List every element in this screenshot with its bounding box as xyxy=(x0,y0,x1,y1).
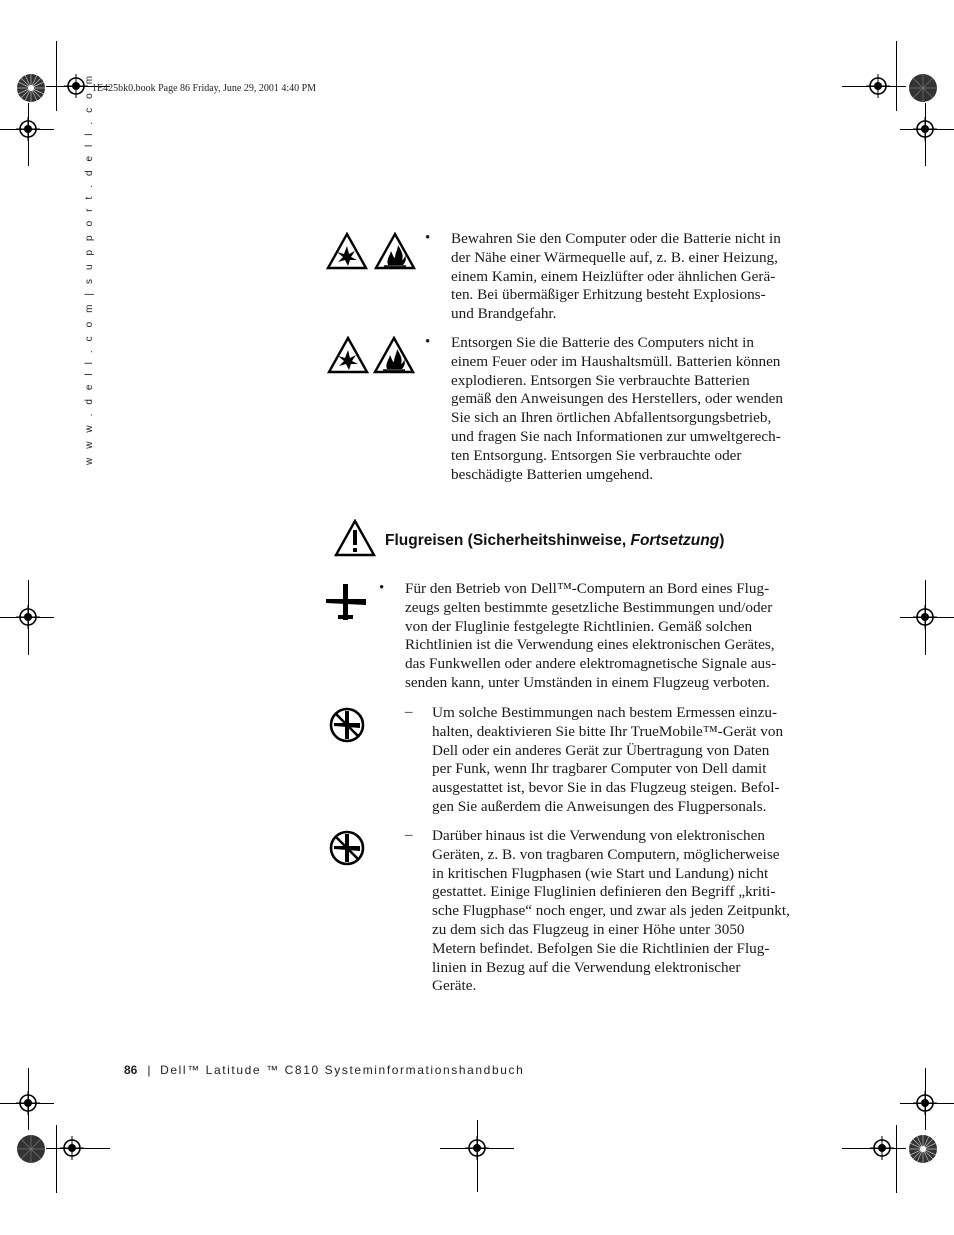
caution-triangle-icon xyxy=(334,519,376,557)
text-line: Richtlinien ist die Verwendung eines elektronischen Gerätes, xyxy=(405,636,775,654)
footer-title: Dell™ Latitude ™ C810 Systeminformationshandbuch xyxy=(160,1063,525,1077)
text-line: ten. Bei übermäßiger Erhitzung besteht Explosions- xyxy=(451,286,766,304)
starburst-mark-icon xyxy=(908,73,938,103)
registration-target-icon xyxy=(913,117,937,141)
text-line: Geräte. xyxy=(432,977,477,995)
text-line: ten Entsorgung. Entsorgen Sie verbrauchte oder xyxy=(451,446,742,464)
text-line: einem Feuer oder im Haushaltsmüll. Batterien können xyxy=(451,352,781,370)
text-line: und fragen Sie nach Informationen zur umweltgerech- xyxy=(451,427,781,445)
text-line: in kritischen Flugphasen (wie Start und Landung) nicht xyxy=(432,864,769,882)
starburst-mark-icon xyxy=(16,73,46,103)
page-footer xyxy=(124,1063,524,1077)
text-line: Darüber hinaus ist die Verwendung von elektronischen xyxy=(432,827,765,844)
sidebar-url: w w w . d e l l . c o m | s u p p o r t . d e l l . c o m xyxy=(84,72,95,465)
starburst-mark-icon xyxy=(908,1134,938,1164)
text-line: Entsorgen Sie die Batterie des Computers nicht in xyxy=(451,334,754,351)
text-line: per Funk, wenn Ihr tragbarer Computer von Dell damit xyxy=(432,760,767,778)
text-line: sche Flugphase“ noch enger, und zwar als jeden Zeitpunkt, xyxy=(432,902,790,920)
fire-warning-icon xyxy=(373,336,415,374)
text-line: senden kann, unter Umständen in einem Flugzeug verboten. xyxy=(405,673,770,691)
text-line: Geräten, z. B. von tragbaren Computern, möglicherweise xyxy=(432,845,780,863)
text-line: von der Fluglinie festgelegte Richtlinien. Gemäß solchen xyxy=(405,617,753,635)
text-line: und Brandgefahr. xyxy=(451,305,557,323)
flight-rules-text xyxy=(405,580,776,693)
section-heading-end: ) xyxy=(719,532,725,549)
explosion-warning-icon xyxy=(327,336,369,374)
bullet-marker: • xyxy=(379,580,385,596)
text-line: linien in Bezug auf die Verwendung elektronischer xyxy=(432,958,741,976)
section-heading xyxy=(385,532,724,550)
fire-warning-icon xyxy=(374,232,416,270)
registration-target-icon xyxy=(16,605,40,629)
text-line: Bewahren Sie den Computer oder die Batterie nicht in xyxy=(451,230,781,247)
page-number: 86 xyxy=(124,1063,138,1077)
bullet-marker: • xyxy=(425,334,431,350)
registration-target-icon xyxy=(913,1091,937,1115)
wireless-device-text xyxy=(432,704,783,817)
text-line: Für den Betrieb von Dell™-Computern an Bord eines Flug- xyxy=(405,580,770,597)
text-line: zu dem sich das Flugzeug in einer Höhe unter 3050 xyxy=(432,920,745,938)
no-electronics-icon xyxy=(328,829,366,867)
warning-disposal-text xyxy=(451,334,783,484)
dash-marker: – xyxy=(405,827,413,843)
registration-target-icon xyxy=(16,117,40,141)
text-line: Dell oder ein anderes Gerät zur Übertragung von Daten xyxy=(432,741,770,759)
warning-heat-text xyxy=(451,230,781,324)
dash-marker: – xyxy=(405,704,413,720)
registration-target-icon xyxy=(60,1136,84,1160)
airplane-icon xyxy=(324,582,368,622)
critical-flight-phase-text xyxy=(432,827,790,996)
registration-target-icon xyxy=(16,1091,40,1115)
section-heading-italic: Fortsetzung xyxy=(630,532,720,549)
text-line: halten, deaktivieren Sie bitte Ihr TrueMobile™-Gerät von xyxy=(432,722,784,740)
text-line: das Funkwellen oder andere elektromagnetische Signale aus- xyxy=(405,655,777,673)
starburst-mark-icon xyxy=(16,1134,46,1164)
text-line: ausgestattet ist, bevor Sie in das Flugzeug steigen. Befol- xyxy=(432,779,780,797)
footer-separator: | xyxy=(147,1063,153,1077)
text-line: beschädigte Batterien umgehend. xyxy=(451,465,654,483)
explosion-warning-icon xyxy=(326,232,368,270)
text-line: Um solche Bestimmungen nach bestem Ermessen einzu- xyxy=(432,704,778,721)
text-line: der Nähe einer Wärmequelle auf, z. B. einer Heizung, xyxy=(451,248,778,266)
text-line: einem Kamin, einem Heizlüfter oder ähnlichen Gerä- xyxy=(451,267,776,285)
registration-target-icon xyxy=(866,74,890,98)
text-line: Sie sich an Ihren örtlichen Abfallentsorgungsbetrieb, xyxy=(451,409,772,427)
text-line: gemäß den Anweisungen des Herstellers, oder wenden xyxy=(451,390,783,408)
no-wireless-icon xyxy=(328,706,366,744)
section-heading-main: Flugreisen (Sicherheitshinweise, xyxy=(385,532,631,549)
text-line: zeugs gelten bestimmte gesetzliche Bestimmungen und/oder xyxy=(405,598,773,616)
registration-target-icon xyxy=(465,1136,489,1160)
registration-target-icon xyxy=(913,605,937,629)
bullet-marker: • xyxy=(425,230,431,246)
text-line: Metern befindet. Befolgen Sie die Richtlinien der Flug- xyxy=(432,939,770,957)
text-line: gestattet. Einige Fluglinien definieren den Begriff „kriti- xyxy=(432,883,776,901)
registration-target-icon xyxy=(870,1136,894,1160)
file-header: 1E425bk0.book Page 86 Friday, June 29, 2001 4:40 PM xyxy=(92,83,317,94)
text-line: explodieren. Entsorgen Sie verbrauchte Batterien xyxy=(451,371,750,389)
text-line: gen Sie außerdem die Anweisungen des Flugpersonals. xyxy=(432,797,767,815)
